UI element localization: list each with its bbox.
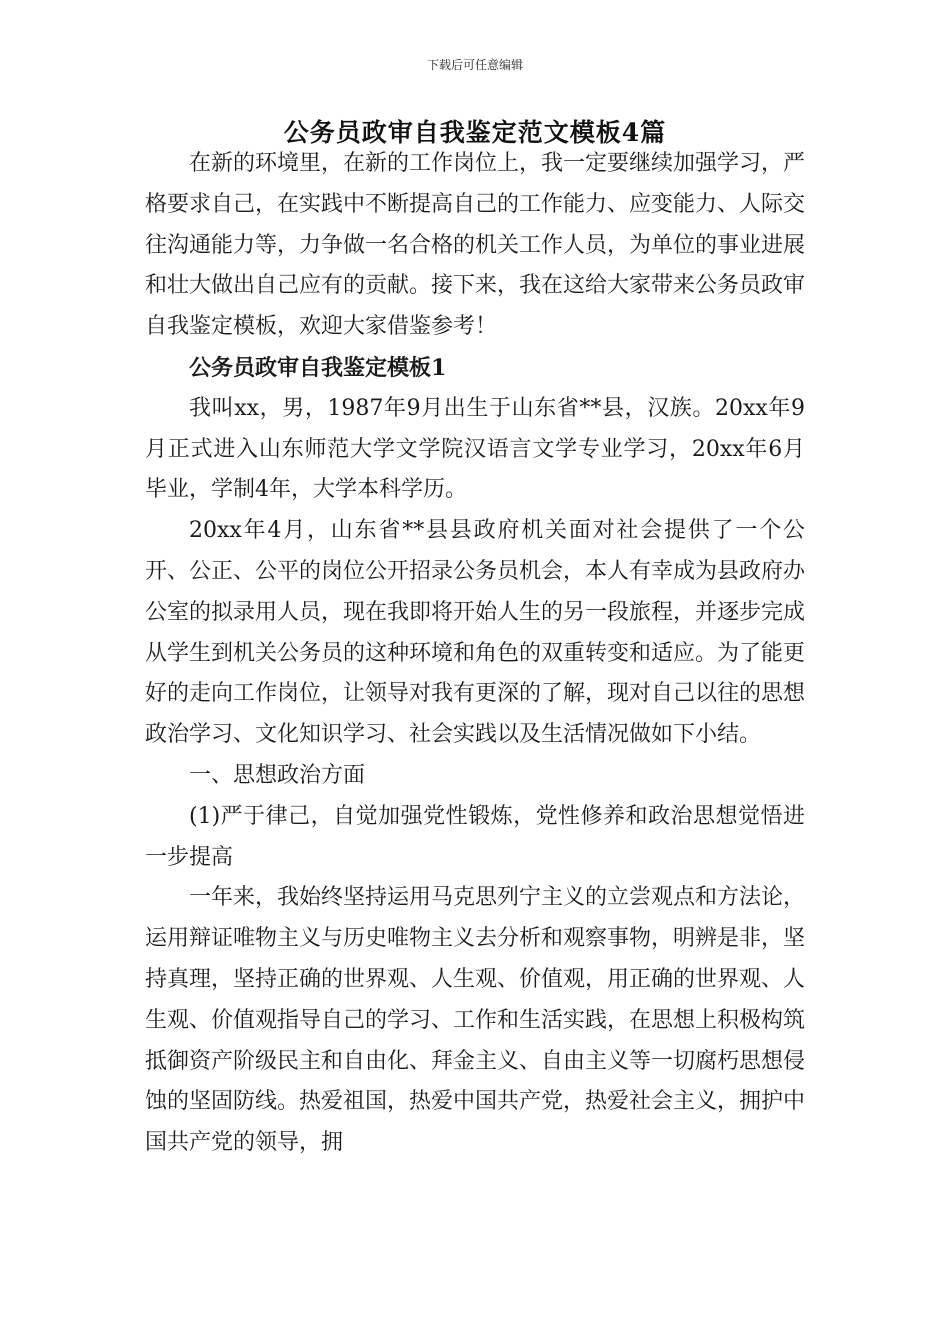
page-header: 下载后可任意编辑 — [426, 58, 523, 72]
section-heading: 公务员政审自我鉴定模板1 — [189, 354, 447, 381]
paragraph: 一年来，我始终坚持运用马克思列宁主义的立尝观点和方法论，运用辩证唯物主义与历史唯物主义去分析和观察事物，明辨是非，坚持真理，坚持正确的世界观、人生观、价值观，用正确的世界观、人生观、价值观指导自己的学习、工作和生活实践，在思想上积极构筑抵御资产阶级民主和自由化、拜金主义、自由主义等一切腐朽思想侵蚀的坚固防线。热爱祖国，热爱中国共产党，热爱社会主义，拥护中国共产党的领导，拥 — [145, 885, 806, 1156]
document-body — [145, 144, 805, 1164]
paragraph: 20xx年4月，山东省**县县政府机关面对社会提供了一个公开、公正、公平的岗位公开招录公务员机会，本人有幸成为县政府办公室的拟录用人员，现在我即将开始人生的另一段旅程，并逐步完成从学生到机关公务员的这种环境和角色的双重转变和适应。为了能更好的走向工作岗位，让领导对我有更深的了解，现对自己以往的思想政治学习、文化知识学习、社会实践以及生活情况做如下小结。 — [145, 518, 806, 748]
document-title: 公务员政审自我鉴定范文模板4篇 — [283, 118, 667, 147]
paragraph: (1)严于律己，自觉加强党性锻炼，党性修养和政治思想觉悟进一步提高 — [145, 803, 805, 870]
paragraph: 我叫xx，男，1987年9月出生于山东省**县，汉族。20xx年9月正式进入山东师范大学文学院汉语言文学专业学习，20xx年6月毕业，学制4年，大学本科学历。 — [145, 395, 805, 503]
intro-paragraph: 在新的环境里，在新的工作岗位上，我一定要继续加强学习，严格要求自己，在实践中不断提高自己的工作能力、应变能力、人际交往沟通能力等，力争做一名合格的机关工作人员，为单位的事业进展和壮大做出自己应有的贡献。接下来，我在这给大家带来公务员政审自我鉴定模板，欢迎大家借鉴参考！ — [145, 151, 806, 340]
subsection-heading: 一、思想政治方面 — [189, 762, 366, 788]
